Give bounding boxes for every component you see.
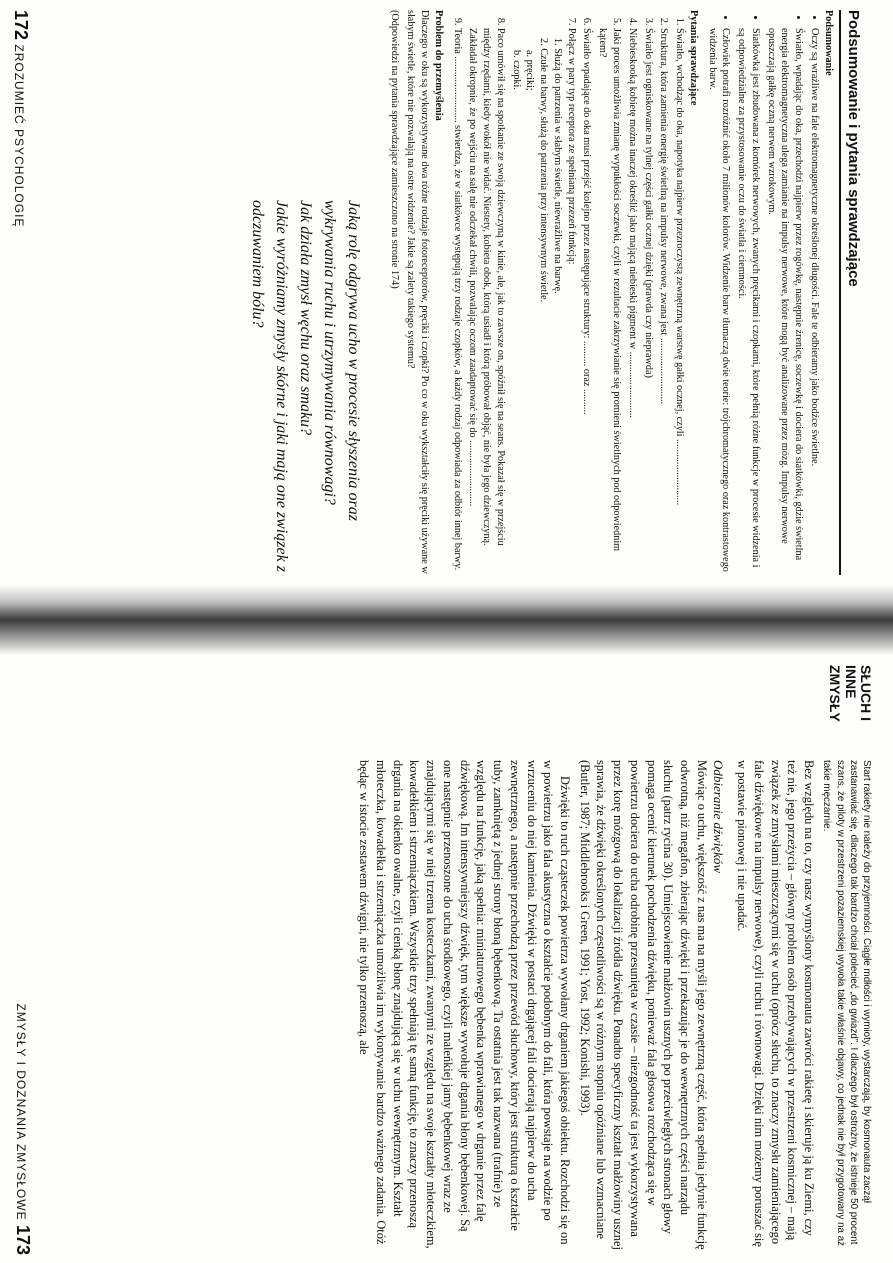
- problem-text: Dlaczego w oku są wykorzystywane dwa różne rodzaje fotoreceptorów, pręciki i czopki? Po co w oku wykształciły się pręciki używane w słabym świetle, które nie pozwalają na ostre widzenie? Jakie są zalety takiego systemu?: [405, 10, 431, 574]
- questions-label: Pytania sprawdzające: [687, 10, 699, 106]
- pair-item: 2. Czułe na barwy, służą do patrzenia przy intensywnym świetle.: [538, 38, 550, 303]
- intro-paragraph: Start rakiety nie należy do przyjemności. Ciągłe mdłości i wymioty, wystarczają, by kosmonauta zaczął zastanawiać się, dlaczego tak bardzo chciał polecieć „do gwiazd”. I dlaczego był ostrożny, że istnieje 50 procent szans, że piloty w przestrzeni pozaziemskiej wywoła takie właśnie objawy, co jednak nie był przygotowany na aż takie męczarnie.: [821, 760, 872, 1247]
- answers-note: (Odpowiedzi na pytania sprawdzające zamieszczono na stronie 174): [388, 10, 400, 289]
- left-folio: [9, 10, 33, 227]
- summary-item: • Siatkówka jest zbudowana z komórek nerwowych, zwanych pręcikami i czopkami, które pełnią różne funkcje w procesie widzenia i są odpowiedzialne za przystosowanie oczu do światła i ciemności.: [734, 28, 762, 575]
- chapter-question: Jak działa zmysł węchu oraz smaku?: [296, 200, 314, 436]
- left-page-number: 172: [11, 10, 31, 41]
- question-item: [509, 28, 578, 575]
- right-running-head: ZMYSŁY I DOZNANIA ZMYSŁOWE: [14, 1003, 28, 1221]
- section-side-tab: [827, 665, 873, 735]
- right-folio: [11, 1003, 35, 1255]
- question-item: 6. Światło wpadające do oka musi przejść kolejno przez następujące struktury: .......... oraz ..........: [580, 28, 594, 575]
- question-item: 5. Jaki proces umożliwia zmianę wypukłości soczewki, czyli w rezultacie zakrzywianie się promieni świetlnych pod odpowiednim kątem?: [596, 28, 624, 575]
- body-paragraph: Bez względu na to, czy nasz wymyślony kosmonauta zawróci rakietę i skieruje ją ku Ziemi, czy też nie, jego przeżycia – główny problem osób przebywających w przestrzeni kosmicznej – mają związek ze zmysłami mieszczącymi się w uchu (oprócz słuchu, to znaczy zmysłu zamieniającego fale dźwiękowe na impulsy nerwowe), czyli ruchu i równowagi. Dzięki nim możemy poruszać się w postawie pionowej i nie upadać.: [735, 760, 817, 1247]
- question-text: Połącz w pary typ receptora ze spełnianą przezeń funkcją:: [565, 28, 577, 265]
- left-running-head: ZROZUMIEĆ PSYCHOLOGIĘ: [12, 44, 26, 228]
- left-heading: Podsumowanie i pytania sprawdzające: [839, 10, 863, 575]
- pair-item: a. pręciki;: [524, 50, 536, 91]
- side-tab-line2: ZMYSŁY: [827, 665, 844, 722]
- question-item: 2. Struktura, która zamienia energię świetlną na impulsy nerwowe, zwana jest ..........................: [657, 28, 671, 575]
- questions-list: [450, 10, 686, 575]
- chapter-question: Jakie wyróżniamy zmysły skórne i jaki mają one związek z odczuwaniem bólu?: [248, 200, 290, 572]
- question-item: 1. Światło, wchodząc do oka, napotyka najpierw przezroczystą zewnętrzną warstwę gałki ocznej, czyli ..........................: [672, 28, 686, 575]
- chapter-question: Jaką rolę odgrywa ucho w procesie słyszenia oraz wykrywania ruchu i utrzymywania równowagi?: [320, 200, 362, 521]
- question-item: 3. Światło jest ogniskowane na tylnej części gałki ocznej dzięki (prawda czy nieprawda): [641, 28, 655, 575]
- summary-item: • Człowiek potrafi rozróżnić około 7 milionów kolorów. Widzenie barw tłumaczą dwie teorie: trójchromatycznego oraz kontrastowego widzenia barw.: [705, 28, 733, 575]
- right-body: [352, 760, 873, 1250]
- question-item: 8. Paco umówił się na spotkanie ze swoją dziewczyną w kinie, ale, jak to zawsze on, spóźnił się na seans. Pokazał się w przejściu między rzędami, kiedy wokół nie widać. Niestety, kobieta obok, którą usiadł i którą próbował objąć, nie była jego dziewczyną. Zakładał okropnie, że po wejściu na salę nie odczekał chwili, pozwalając oczom zaadaptować się do ..........................: [466, 28, 507, 575]
- pair-item: b. czopki.: [510, 50, 522, 90]
- right-page-number: 173: [13, 1224, 33, 1255]
- summary-list: [705, 10, 821, 575]
- body-paragraph: Dźwięki to ruch cząsteczek powietrza wywołany drganiem jakiegoś obiektu. Rozchodzi się on w powietrzu jako fala akustyczna o kształcie podobnym do fali, która powstaje na wodzie po wrzuceniu do niej kamienia. Dźwięki w postaci drgającej fali docierają najpierw do ucha zewnętrznego, a następnie przechodzą przez przewód słuchowy, który jest strukturą o kształcie tuby, zamkniętą z jednej strony błoną bębenkową. Ta ostatnia jest tak nazwana (trafnie) ze względu na funkcję, jaką spełnia: miniaturowego bębenka wprawianego w drganie przez falę dźwiękową. Im intensywniejszy dźwięk, tym większe wywołuje drgania błony bębenkowej. Są one następnie przenoszone do ucha środkowego, czyli maleńkiej jamy bębenkowej wraz ze znajdującymi się w niej trzema kosteczkami, zwanymi ze względu na swoje kształty młoteczkiem, kowadełkiem i strzemiączkiem. Wszystkie trzy spełniają tę samą funkcję, to znaczy przenoszą drgania na okienko owalne, czyli cienką błonę znajdującą się w uchu wewnętrznym. Kształt młoteczka, kowadełka i strzemiączka umożliwia im wykonywanie bardzo ważnego zadania. Otóż będąc w istocie zestawem dźwigni, nie tylko przenoszą, ale: [357, 760, 573, 1249]
- question-item: 9. Teoria .......................... stwierdza, że w siatkówce występują trzy rodzaje czopków, a każdy rodzaj odpowiada za odbiór innej barwy.: [450, 28, 464, 575]
- question-item: 4. Niebieskooką kobietę można inaczej określić jako mającą niebieski pigment w ..........................: [625, 28, 639, 575]
- left-page: [13, 10, 863, 575]
- book-gutter: [0, 585, 893, 655]
- right-page: [13, 665, 873, 1255]
- body-paragraph: Mówiąc o uchu, większość z nas ma na myśli jego zewnętrzną część, która spełnia jedynie funkcję odwrotną, niż megafon, zbierając dźwięki i przekazując je do wewnętrznych części narządu słuchu (patrz rycina 30). Umiejscowienie małżowin usznych po przeciwległych stronach głowy pomaga ocenić kierunek pochodzenia dźwięku, ponieważ fala głosowa rozchodząca się w powietrzu dociera do ucha odrobinę przesunięta w czasie – niezgodność ta jest wykorzystywana przez korę mózgową do lokalizacji źródła dźwięku. Ponadto specyficzny kształt małżowiny usznej sprawia, że dźwięki określonych częstotliwości są w różnym stopniu opóźniane lub wzmacniane (Butler, 1987; Middlebrooks i Green, 1991; Yost, 1992; Konishi, 1993).: [577, 760, 709, 1250]
- chapter-questions: [245, 10, 365, 575]
- side-tab-line1: SŁUCH I INNE: [842, 665, 874, 721]
- summary-item: • Oczy są wrażliwe na fale elektromagnetyczne określonej długości. Fale te odbieramy jako bodźce świetlne.: [807, 28, 821, 575]
- section-title: Odbieranie dźwięków: [711, 760, 727, 874]
- problem-label: Problem do przemyślenia: [432, 10, 444, 121]
- summary-item: • Światło, wpadając do oka, przechodzi najpierw przez rogówkę, następnie źrenicę, soczewkę i dociera do siatkówki, gdzie świetlna energia elektromagnetyczna ulega zamianie na impulsy nerwowe, które mogą być analizowane przez mózg. Impulsy nerwowe opuszczają gałkę oczną nerwem wzrokowym.: [764, 28, 805, 575]
- pair-item: 1. Służą do patrzenia w słabym świetle, niewrażliwe na barwę.: [551, 38, 563, 294]
- summary-label: Podsumowanie: [822, 10, 834, 76]
